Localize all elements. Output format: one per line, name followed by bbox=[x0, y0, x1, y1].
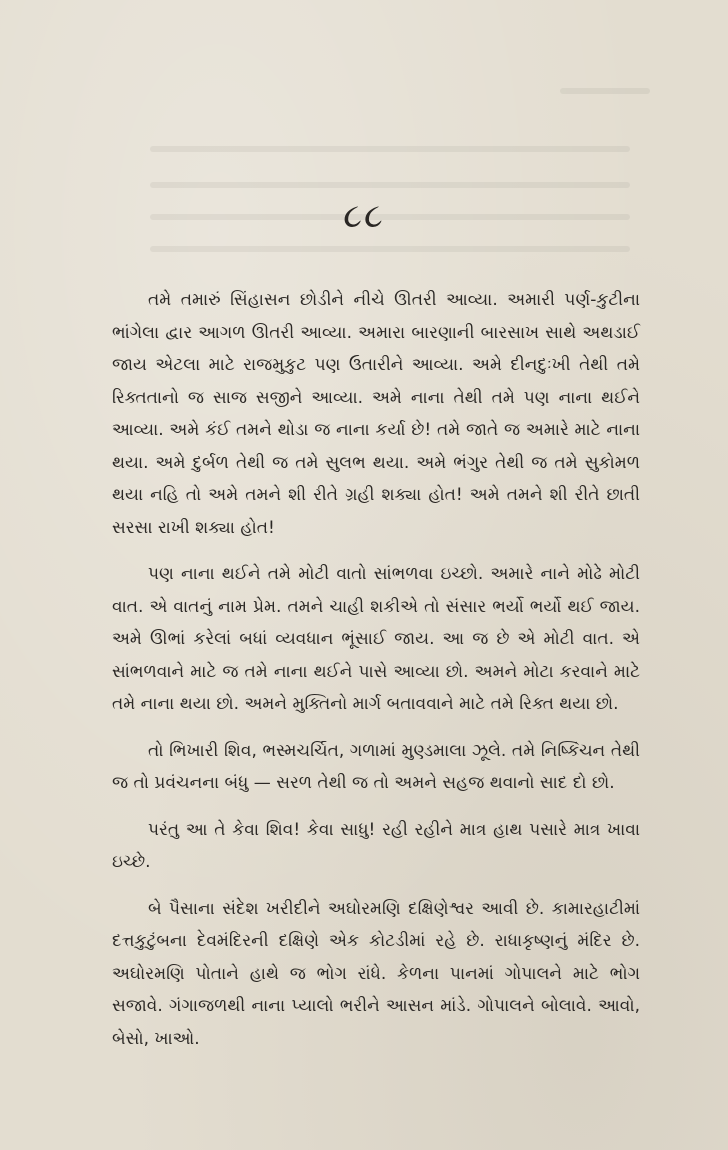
paragraph: તમે તમારું સિંહાસન છોડીને નીચે ઊતરી આવ્યા. અમારી પર્ણ-કુટીના ભાંગેલા દ્વાર આગળ ઊતરી આવ્યા. અમારા બારણાની બારસાખ સાથે અથડાઈ જાય એટલા માટે રાજમુકુટ પણ ઉતારીને આવ્યા. અમે દીનદુઃખી તેથી તમે રિક્તતાનો જ સાજ સજીને આવ્યા. અમે નાના તેથી તમે પણ નાના થઈને આવ્યા. અમે કંઈ તમને થોડા જ નાના કર્યા છે! તમે જાતે જ અમારે માટે નાના થયા. અમે દુર્બળ તેથી જ તમે સુલભ થયા. અમે ભંગુર તેથી જ તમે સુકોમળ થયા નહિ તો અમે તમને શી રીતે ગ્રહી શક્યા હોત! અમે તમને શી રીતે છાતી સરસા રાખી શક્યા હોત! bbox=[112, 290, 640, 538]
show-through-text bbox=[150, 246, 630, 252]
paragraph: પણ નાના થઈને તમે મોટી વાતો સાંભળવા ઇચ્છો. અમારે નાને મોઢે મોટી વાત. એ વાતનું નામ પ્રેમ. તમને ચાહી શકીએ તો સંસાર ભર્યો ભર્યો થઈ જાય. અમે ઊભાં કરેલાં બધાં વ્યવધાન ભૂંસાઈ જાય. આ જ છે એ મોટી વાત. એ સાંભળવાને માટે જ તમે નાના થઈને પાસે આવ્યા છો. અમને મોટા કરવાને માટે તમે નાના થયા છો. અમને મુક્તિનો માર્ગ બતાવવાને માટે તમે રિક્ત થયા છો. bbox=[112, 564, 640, 714]
show-through-text bbox=[560, 88, 650, 94]
chapter-number: ૮૮ bbox=[343, 196, 385, 236]
paragraph: પરંતુ આ તે કેવા શિવ! કેવા સાધુ! રહી રહીને માત્ર હાથ પસારે માત્ર ખાવા ઇચ્છે. bbox=[112, 819, 640, 872]
show-through-text bbox=[150, 146, 630, 152]
show-through-text bbox=[150, 182, 630, 188]
paragraph: તો ભિખારી શિવ, ભસ્મચર્ચિત, ગળામાં મુણ્ડમાલા ઝૂલે. તમે નિષ્કિંચન તેથી જ તો પ્રવંચનના બંધુ — સરળ તેથી જ તો અમને સહજ થવાનો સાદ દો છો. bbox=[112, 740, 640, 793]
paragraph: બે પૈસાના સંદેશ ખરીદીને અઘોરમણિ દક્ષિણેશ્વર આવી છે. કામારહાટીમાં દત્તકુટુંબના દેવમંદિરની દક્ષિણે એક કોટડીમાં રહે છે. રાધાકૃષ્ણનું મંદિર છે. અઘોરમણિ પોતાને હાથે જ ભોગ રાંધે. કેળના પાનમાં ગોપાલને માટે ભોગ સજાવે. ગંગાજળથી નાના પ્યાલો ભરીને આસન માંડે. ગોપાલને બોલાવે. આવો, બેસો, ખાઓ. bbox=[112, 898, 640, 1049]
chapter-body bbox=[112, 284, 640, 1069]
